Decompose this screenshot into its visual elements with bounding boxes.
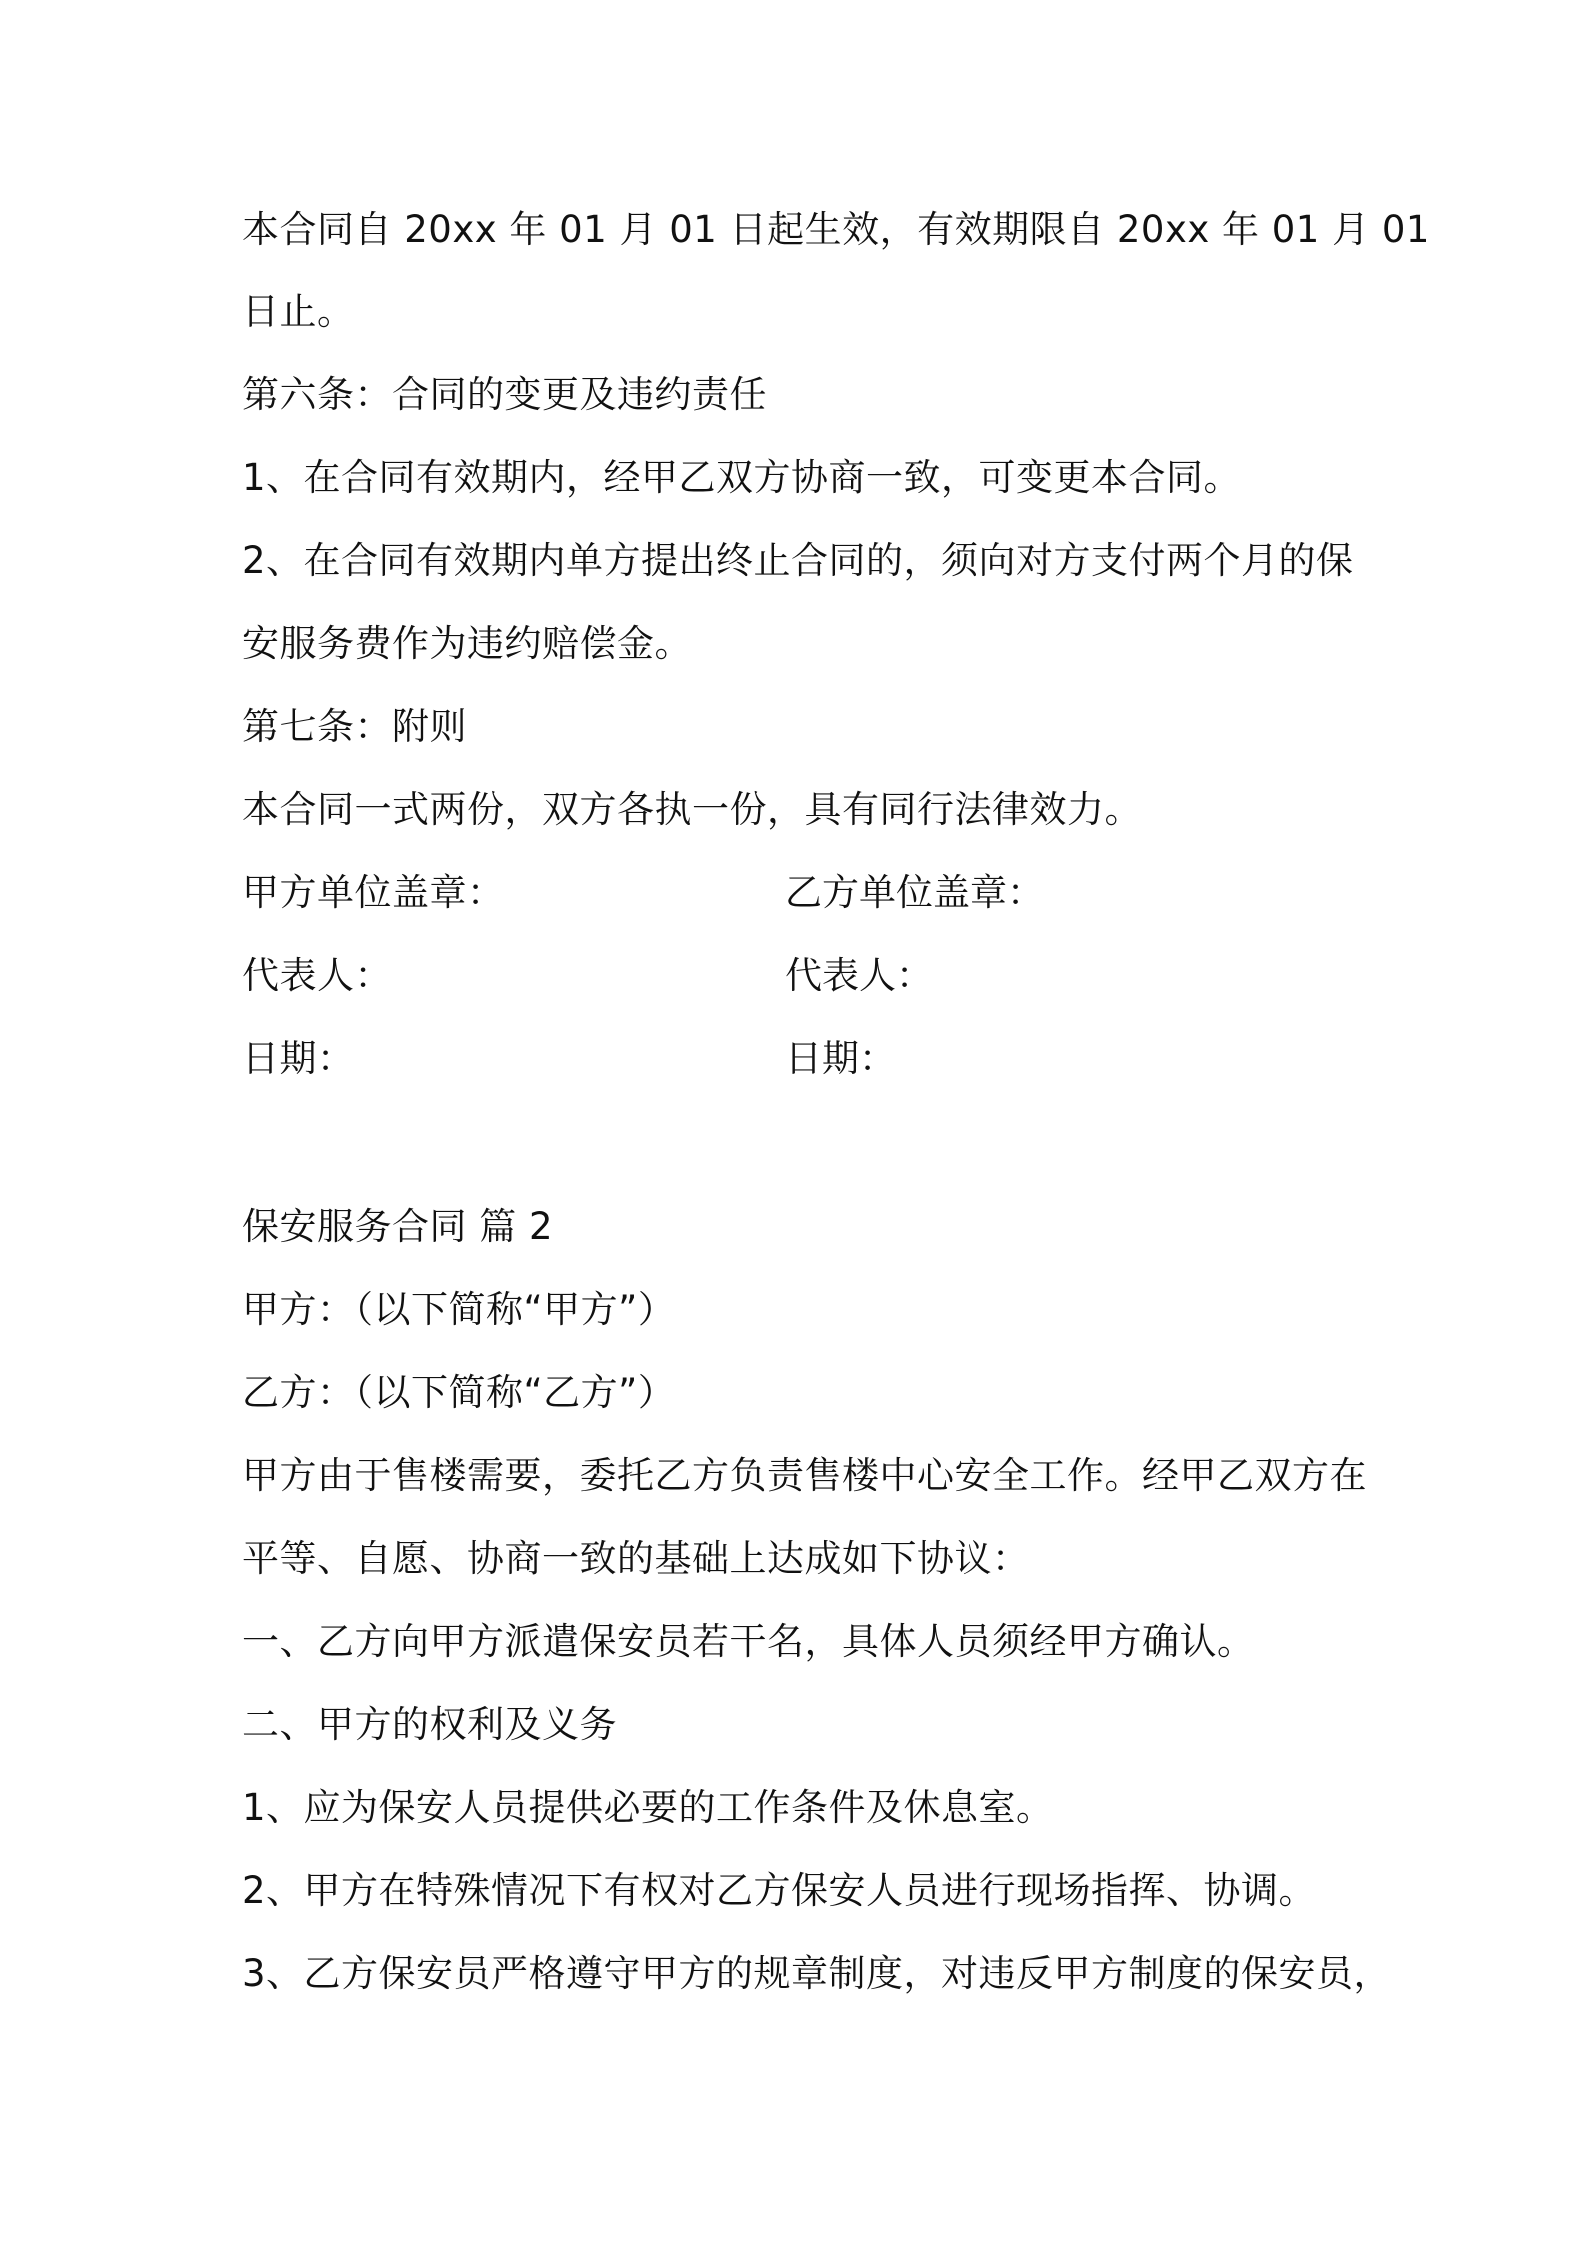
- contract-text-line: 3、乙方保安员严格遵守甲方的规章制度，对违反甲方制度的保安员，: [242, 1952, 1392, 1995]
- contract-text-line: 乙方：（以下简称“乙方”）: [242, 1371, 676, 1414]
- contract-text-line: 2、甲方在特殊情况下有权对乙方保安人员进行现场指挥、协调。: [242, 1869, 1317, 1912]
- party-a-date-label: 日期：: [242, 1037, 355, 1080]
- contract-text-line: 2、在合同有效期内单方提出终止合同的，须向对方支付两个月的保: [242, 539, 1354, 582]
- contract-text-line: 本合同一式两份，双方各执一份，具有同行法律效力。: [242, 788, 1142, 831]
- article-heading: 二、甲方的权利及义务: [242, 1703, 617, 1746]
- party-a-seal-label: 甲方单位盖章：: [242, 871, 505, 914]
- party-a-rep-label: 代表人：: [242, 954, 392, 997]
- contract-text-line: 一、乙方向甲方派遣保安员若干名，具体人员须经甲方确认。: [242, 1620, 1255, 1663]
- party-b-date-label: 日期：: [785, 1037, 896, 1080]
- contract-text-line: 甲方由于售楼需要，委托乙方负责售楼中心安全工作。经甲乙双方在: [242, 1454, 1367, 1497]
- contract-text-line: 日止。: [242, 290, 355, 333]
- article-heading: 第六条：合同的变更及违约责任: [242, 373, 767, 416]
- contract-text-line: 甲方：（以下简称“甲方”）: [242, 1288, 676, 1331]
- contract-text-line: 1、应为保安人员提供必要的工作条件及休息室。: [242, 1786, 1054, 1829]
- party-b-rep-label: 代表人：: [785, 954, 933, 997]
- article-heading: 第七条：附则: [242, 705, 467, 748]
- contract-text-line: 1、在合同有效期内，经甲乙双方协商一致，可变更本合同。: [242, 456, 1242, 499]
- contract-text-line: 安服务费作为违约赔偿金。: [242, 622, 692, 665]
- party-b-seal-label: 乙方单位盖章：: [785, 871, 1044, 914]
- contract-text-line: 平等、自愿、协商一致的基础上达成如下协议：: [242, 1537, 1030, 1580]
- section-title: 保安服务合同 篇 2: [242, 1205, 554, 1248]
- contract-text-line: 本合同自 20xx 年 01 月 01 日起生效，有效期限自 20xx 年 01 月 01: [242, 208, 1430, 251]
